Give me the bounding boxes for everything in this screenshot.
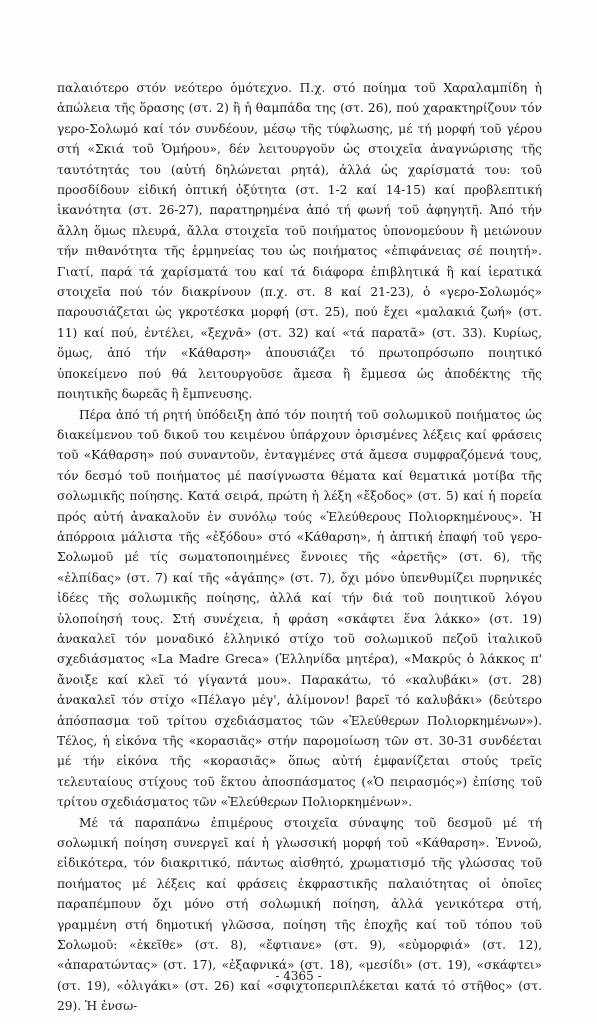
page-number: - 4365 - xyxy=(275,969,322,983)
paragraph-1: παλαιότερο στόν νεότερο ὁμότεχνο. Π.χ. στό ποίημα τοῦ Χαραλαμπίδη ἡ ἀπώλεια τῆς ὅρασης (στ. 2) ἢ ἡ θαμπάδα της (στ. 26), πού χαρακτηρίζουν τόν γερο-Σολωμό καί τόν συνδέουν, μέσῳ τῆς τύφλωσης, μέ τή μορφή τοῦ γέρου στή «Σκιά τοῦ Ὁμήρου», δέν λειτουργοῦν ὡς στοιχεῖα ἀναγνώρισης τῆς ταυτότητάς του (αὐτή δηλώνεται ρητά), ἀλλά ὡς χαρίσματά του: τοῦ προσδίδουν εἰδική ὀπτική ὀξύτητα (στ. 1-2 καί 14-15) καί προβλεπτική ἱκανότητα (στ. 26-27), παρατηρημένα ἀπό τή φωνή τοῦ ἀφηγητῆ. Ἀπό τήν ἄλλη ὅμως πλευρά, ἄλλα στοιχεῖα τοῦ ποιήματος ὑπονομεύουν ἢ μειώνουν τήν πιθανότητα τῆς ἑρμηνείας του ὡς ποιήματος «ἐπιφάνειας σέ ποιητή». Γιατί, παρά τά χαρίσματά του καί τά διάφορα ἐπιβλητικά ἢ καί ἱερατικά στοιχεῖα πού τόν διακρίνουν (π.χ. στ. 8 καί 21-23), ὁ «γερο-Σολωμός» παρουσιάζεται ὡς γκροτέσκα μορφή (στ. 25), πού ἔχει «μαλακιά ζωή» (στ. 11) καί πού, ἐντέλει, «ξεχνᾶ» (στ. 32) καί «τά παρατᾶ» (στ. 33). Κυρίως, ὅμως, ἀπό τήν «Κάθαρση» ἀπουσιάζει τό πρωτοπρόσωπο ποιητικό ὑποκείμενο πού θά λειτουργοῦσε ἄμεσα ἢ ἔμμεσα ὡς ἀποδέκτης τῆς ποιητικῆς δωρεᾶς ἢ ἔμπνευσης. xyxy=(57,81,542,402)
body-text xyxy=(57,78,542,1017)
paragraph-2: Πέρα ἀπό τή ρητή ὑπόδειξη ἀπό τόν ποιητή τοῦ σολωμικοῦ ποιήματος ὡς διακείμενου τοῦ δικοῦ του κειμένου ὑπάρχουν ὁρισμένες λέξεις καί φράσεις τοῦ «Κάθαρση» πού συναντοῦν, ἐνταγμένες στά ἄμεσα συμφραζόμενά τους, τόν δεσμό τοῦ ποιήματος μέ πασίγνωστα θέματα καί θεματικά μοτίβα τῆς σολωμικῆς ποίησης. Κατά σειρά, πρώτη ἡ λέξη «ἔξοδος» (στ. 5) καί ἡ πορεία πρός αὐτή ἀνακαλοῦν ἐν συνόλῳ τούς «Ἐλεύθερους Πολιορκημένους». Ἡ ἀπόρροια μάλιστα τῆς «ἐξόδου» στό «Κάθαρση», ἡ ἀπτική ἐπαφή τοῦ γερο-Σολωμοῦ μέ τίς σωματοποιημένες ἔννοιες τῆς «ἀρετῆς» (στ. 6), τῆς «ἐλπίδας» (στ. 7) καί τῆς «ἀγάπης» (στ. 7), ὄχι μόνο ὑπενθυμίζει πυρηνικές ἰδέες τῆς σολωμικῆς ποίησης, ἀλλά καί τήν διά τοῦ ποιητικοῦ λόγου ὑλοποίησή τους. Στή συνέχεια, ἡ φράση «σκάφτει ἕνα λάκκο» (στ. 19) ἀνακαλεῖ τόν μοναδικό ἑλληνικό στίχο τοῦ σολωμικοῦ πεζοῦ ἰταλικοῦ σχεδιάσματος «La Madre Greca» (Ἑλληνίδα μητέρα), «Μακρύς ὁ λάκκος π' ἄνοιξε καί κλεῖ τό γίγαντά μου». Παρακάτω, τό «καλυβάκι» (στ. 28) ἀνακαλεῖ τόν στίχο «Πέλαγο μέγ', ἀλίμονον! βαρεῖ τό καλυβάκι» (δεύτερο ἀπόσπασμα τοῦ τρίτου σχεδιάσματος τῶν «Ἐλεύθερων Πολιορκημένων»). Τέλος, ἡ εἰκόνα τῆς «κορασιᾶς» στήν παρομοίωση τῶν στ. 30-31 συνδέεται μέ τήν εἰκόνα τῆς «κορασιᾶς» ὅπως αὐτή ἐμφανίζεται στούς τρεῖς τελευταίους στίχους τοῦ ἕκτου ἀποσπάσματος («Ὁ πειρασμός») ἐπίσης τοῦ τρίτου σχεδιάσματος τῶν «Ἐλεύθερων Πολιορκημένων». xyxy=(57,407,542,810)
paragraph-3: Μέ τά παραπάνω ἐπιμέρους στοιχεῖα σύναψης τοῦ δεσμοῦ μέ τή σολωμική ποίηση συνεργεῖ καί ἡ γλωσσική μορφή τοῦ «Κάθαρση». Ἐννοῶ, εἰδικότερα, τόν διακριτικό, πάντως αἰσθητό, χρωματισμό τῆς γλώσσας τοῦ ποιήματος μέ λέξεις καί φράσεις ἐκφραστικῆς παλαιότητας οἱ ὁποῖες παραπέμπουν ὄχι μόνο στή σολωμική ποίηση, ἀλλά γενικότερα στή, γραμμένη στή δημοτική γλῶσσα, ποίηση τῆς ἐποχῆς καί τοῦ τόπου τοῦ Σολωμοῦ: «ἐκεῖθε» (στ. 8), «ἔφτιανε» (στ. 9), «εὐμορφιά» (στ. 12), «ἀπαρατώντας» (στ. 17), «ἐξαφνικά» (στ. 18), «μεσίδι» (στ. 19), «σκάφτει» (στ. 19), «ὀλιγάκι» (στ. 26) καί «σφιχτοπεριπλέκεται κατά τό στῆθος» (στ. 29). Ἡ ἐνσω- xyxy=(57,815,542,1014)
